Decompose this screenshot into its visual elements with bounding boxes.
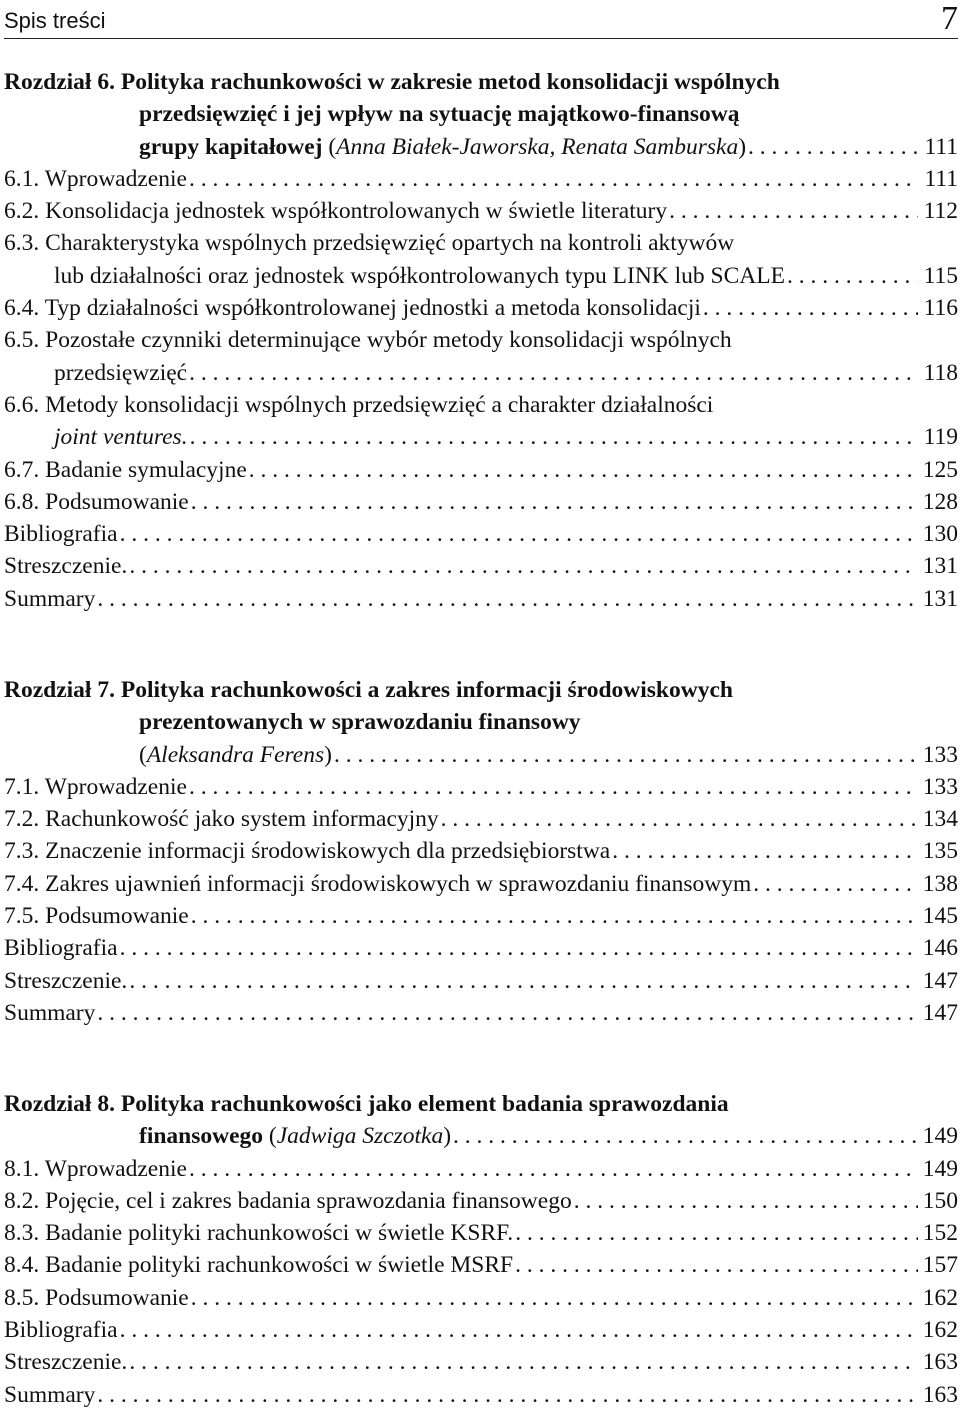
- chapter-6-title-part-3: grupy kapitałowej: [139, 133, 323, 160]
- toc-entry: [4, 997, 958, 1029]
- leader-dots: [97, 583, 918, 615]
- leader-dots: [189, 771, 918, 803]
- chapter-6-paren-open: (: [322, 133, 337, 160]
- toc-entry-title-continued: joint ventures.: [54, 424, 188, 451]
- chapter-8-section: [4, 1088, 958, 1411]
- toc-entry-line: [4, 324, 958, 356]
- toc-entry-page: 150: [922, 1187, 958, 1214]
- chapter-8-label: Rozdział 8.: [4, 1091, 115, 1117]
- chapter-7-section: [4, 674, 958, 1029]
- chapter-8-page: 149: [922, 1123, 958, 1150]
- toc-entry-page: 134: [922, 806, 958, 833]
- leader-dots: [574, 1185, 918, 1217]
- toc-entry-number: 8.1.: [4, 1155, 40, 1182]
- leader-dots: [515, 1249, 918, 1281]
- running-header: [4, 0, 958, 39]
- toc-entry-title-continued: przedsięwzięć: [54, 359, 188, 386]
- toc-entry-number: 6.8.: [4, 488, 40, 515]
- chapter-7-paren-open: (: [139, 741, 147, 768]
- toc-entry: [4, 292, 958, 324]
- toc-entry-title: Streszczenie.: [4, 553, 128, 580]
- toc-entry-line: [4, 260, 958, 292]
- toc-entry-number: 6.7.: [4, 456, 40, 483]
- toc-entry-page: 130: [922, 521, 958, 548]
- leader-dots: [189, 357, 918, 389]
- toc-entry: [4, 550, 958, 582]
- header-title: Spis treści: [4, 8, 106, 33]
- toc-entry-title: Summary: [4, 999, 96, 1026]
- toc-entry: [4, 195, 958, 227]
- toc-entry-number: 7.1.: [4, 773, 40, 800]
- toc-entry-line: [4, 421, 958, 453]
- leader-dots: [703, 292, 918, 324]
- leader-dots: [669, 195, 918, 227]
- toc-entry: [4, 518, 958, 550]
- chapter-6-page: 111: [924, 133, 958, 160]
- toc-entry-title: Badanie polityki rachunkowości w świetle MSRF: [39, 1252, 514, 1279]
- toc-entry: [4, 803, 958, 835]
- toc-entry-page: 112: [923, 198, 958, 225]
- toc-entry-title: Zakres ujawnień informacji środowiskowych w sprawozdaniu finansowym: [39, 870, 752, 897]
- toc-entry-number: 6.6.: [4, 391, 40, 418]
- toc-entry: [4, 1153, 958, 1185]
- chapter-7-paren-close: ): [324, 741, 332, 768]
- toc-entry-line: [4, 389, 958, 421]
- toc-entry-title: Typ działalności współkontrolowanej jednostki a metoda konsolidacji: [39, 295, 701, 322]
- leader-dots: [748, 131, 918, 163]
- toc-entry-page: 131: [922, 553, 958, 580]
- chapter-8-paren-close: ): [443, 1123, 452, 1150]
- chapter-7-author: Aleksandra Ferens: [146, 741, 325, 768]
- toc-entry-page: 135: [922, 838, 958, 865]
- chapter-8-heading-line-1: [4, 1088, 958, 1120]
- toc-entry-title: Wprowadzenie: [39, 773, 187, 800]
- toc-entry-number: 7.2.: [4, 806, 40, 833]
- chapter-6-paren-close: ): [738, 133, 747, 160]
- toc-entry: [4, 583, 958, 615]
- chapter-6-heading-line-3: [4, 131, 958, 163]
- leader-dots: [97, 1379, 918, 1411]
- chapter-7-page: 133: [922, 741, 958, 768]
- toc-entry-page: 125: [922, 456, 958, 483]
- toc-entry-page: 119: [923, 424, 958, 451]
- leader-dots: [120, 1314, 918, 1346]
- toc-entry-title: Badanie symulacyjne: [39, 456, 247, 483]
- chapter-7-entries: [4, 771, 958, 1029]
- toc-entry: [4, 868, 958, 900]
- toc-entry-number: 8.5.: [4, 1284, 40, 1311]
- leader-dots: [191, 486, 918, 518]
- toc-entry-number: 6.3.: [4, 230, 40, 257]
- toc-entry-title: Streszczenie.: [4, 1349, 128, 1376]
- leader-dots: [753, 868, 918, 900]
- chapter-6-entries: [4, 163, 958, 615]
- toc-entry-number: 6.2.: [4, 198, 40, 225]
- toc-entry-title: Bibliografia: [4, 521, 118, 548]
- toc-entry-title: Pojęcie, cel i zakres badania sprawozdania finansowego: [39, 1187, 572, 1214]
- toc-entry-page: 131: [922, 585, 958, 612]
- leader-dots: [334, 739, 918, 771]
- leader-dots: [191, 1282, 918, 1314]
- toc-entry-number: 6.5.: [4, 327, 40, 354]
- toc-entry-title: Pozostałe czynniki determinujące wybór metody konsolidacji wspólnych: [39, 327, 732, 354]
- toc-entry: [4, 454, 958, 486]
- toc-entry-title: Streszczenie.: [4, 967, 128, 994]
- chapter-6-heading-line-1: [4, 66, 958, 98]
- toc-entry-title: Rachunkowość jako system informacyjny: [39, 806, 439, 833]
- toc-entry: [4, 1185, 958, 1217]
- toc-entry: [4, 163, 958, 195]
- toc-entry-line: [4, 227, 958, 259]
- toc-entry-page: 163: [922, 1349, 958, 1376]
- toc-entry-title: Metody konsolidacji wspólnych przedsięwzięć a charakter działalności: [39, 391, 714, 418]
- toc-entry-page: 163: [922, 1381, 958, 1408]
- leader-dots: [120, 932, 918, 964]
- chapter-6-title-part-2: przedsięwzięć i jej wpływ na sytuację majątkowo-finansową: [139, 101, 740, 128]
- chapter-8-entries: [4, 1153, 958, 1411]
- toc-entry: [4, 965, 958, 997]
- toc-entry-title: Wprowadzenie: [39, 1155, 187, 1182]
- toc-entry-title: Znaczenie informacji środowiskowych dla przedsiębiorstwa: [39, 838, 611, 865]
- toc-entry-page: 152: [922, 1220, 958, 1247]
- leader-dots: [787, 260, 918, 292]
- toc-entry-title: Summary: [4, 585, 96, 612]
- leader-dots: [612, 835, 918, 867]
- leader-dots: [453, 1120, 918, 1152]
- toc-entry-number: 6.1.: [4, 165, 40, 192]
- toc-entry: [4, 1346, 958, 1378]
- leader-dots: [120, 518, 918, 550]
- toc-entry-title: Charakterystyka wspólnych przedsięwzięć opartych na kontroli aktywów: [39, 230, 735, 257]
- chapter-6-title-part-1: Polityka rachunkowości w zakresie metod konsolidacji wspólnych: [114, 69, 780, 95]
- toc-entry-page: 111: [924, 165, 958, 192]
- toc-entry-page: 149: [922, 1155, 958, 1182]
- chapter-8-paren-open: (: [263, 1123, 277, 1150]
- toc-entry: [4, 771, 958, 803]
- toc-entry-page: 128: [922, 488, 958, 515]
- leader-dots: [515, 1217, 918, 1249]
- chapter-7-heading-line-3: [4, 739, 958, 771]
- toc-entry-title-continued: lub działalności oraz jednostek współkontrolowanych typu LINK lub SCALE: [54, 262, 785, 289]
- toc-entry-number: 8.2.: [4, 1187, 40, 1214]
- leader-dots: [189, 1153, 918, 1185]
- chapter-6-section: [4, 66, 958, 615]
- toc-entry-title: Badanie polityki rachunkowości w świetle KSRF.: [39, 1220, 514, 1247]
- toc-entry: [4, 932, 958, 964]
- leader-dots: [190, 421, 918, 453]
- toc-entry-title: Podsumowanie: [39, 488, 189, 515]
- toc-entry-page: 157: [922, 1252, 958, 1279]
- chapter-8-title-part-1: Polityka rachunkowości jako element badania sprawozdania: [114, 1091, 729, 1117]
- chapter-7-label: Rozdział 7.: [4, 677, 115, 703]
- chapter-7-title-part-2: prezentowanych w sprawozdaniu finansowy: [139, 709, 581, 736]
- toc-entry-title: Bibliografia: [4, 935, 118, 962]
- toc-entry-page: 138: [922, 870, 958, 897]
- toc-entry: [4, 1282, 958, 1314]
- toc-entry-number: 8.4.: [4, 1252, 40, 1279]
- toc-entry: [4, 1217, 958, 1249]
- leader-dots: [191, 900, 918, 932]
- toc-entry-title: Bibliografia: [4, 1317, 118, 1344]
- toc-entry-title: Wprowadzenie: [39, 165, 187, 192]
- toc-entry: [4, 900, 958, 932]
- leader-dots: [249, 454, 918, 486]
- toc-entry-page: 146: [922, 935, 958, 962]
- toc-entry-number: 8.3.: [4, 1220, 40, 1247]
- toc-entry-page: 147: [922, 999, 958, 1026]
- toc-entry-page: 147: [922, 967, 958, 994]
- toc-entry-page: 145: [922, 903, 958, 930]
- toc-entry: [4, 1314, 958, 1346]
- toc-entry-page: 133: [922, 773, 958, 800]
- toc-entry-number: 7.3.: [4, 838, 40, 865]
- toc-entry-number: 7.4.: [4, 870, 40, 897]
- toc-entry: [4, 835, 958, 867]
- toc-entry: [4, 486, 958, 518]
- chapter-7-heading-line-1: [4, 674, 958, 706]
- toc-entry-title: Konsolidacja jednostek współkontrolowanych w świetle literatury: [39, 198, 668, 225]
- leader-dots: [441, 803, 918, 835]
- leader-dots: [129, 965, 918, 997]
- toc-page: [4, 0, 958, 1408]
- toc-entry-number: 7.5.: [4, 903, 40, 930]
- toc-entry-title: Podsumowanie: [39, 903, 189, 930]
- chapter-6-label: Rozdział 6.: [4, 69, 115, 95]
- toc-entry-number: 6.4.: [4, 295, 40, 322]
- leader-dots: [189, 163, 918, 195]
- toc-entry-page: 118: [923, 359, 958, 386]
- chapter-7-heading-line-2: [4, 706, 958, 738]
- leader-dots: [97, 997, 918, 1029]
- chapter-6-heading-line-2: [4, 98, 958, 130]
- toc-entry-line: [4, 357, 958, 389]
- toc-entry-title: Summary: [4, 1381, 96, 1408]
- chapter-6-authors: Anna Białek-Jaworska, Renata Samburska: [336, 133, 739, 160]
- header-page-number: 7: [941, 0, 958, 37]
- leader-dots: [129, 550, 918, 582]
- chapter-8-title-part-2: finansowego: [139, 1123, 264, 1150]
- chapter-7-title-part-1: Polityka rachunkowości a zakres informacji środowiskowych: [114, 677, 733, 703]
- toc-entry-page: 115: [923, 262, 958, 289]
- leader-dots: [129, 1346, 918, 1378]
- toc-entry: [4, 1249, 958, 1281]
- toc-entry-page: 162: [922, 1284, 958, 1311]
- chapter-8-author: Jadwiga Szczotka: [276, 1123, 444, 1150]
- toc-entry: [4, 1379, 958, 1411]
- toc-entry-page: 162: [922, 1317, 958, 1344]
- chapter-8-heading-line-2: [4, 1120, 958, 1152]
- toc-entry-page: 116: [923, 295, 958, 322]
- toc-entry-title: Podsumowanie: [39, 1284, 189, 1311]
